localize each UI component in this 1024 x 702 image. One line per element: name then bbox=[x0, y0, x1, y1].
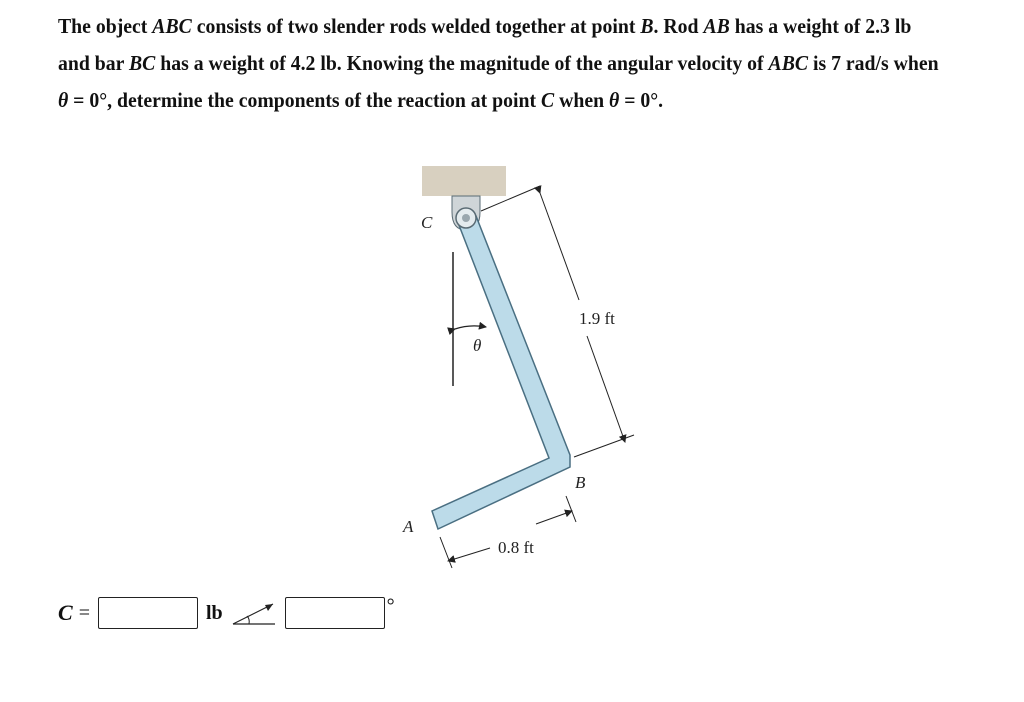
problem-text: has a weight of 2.3 lb and bar bbox=[58, 14, 912, 75]
ceiling-support bbox=[422, 166, 506, 196]
problem-text: The object bbox=[58, 14, 153, 38]
label-b: B bbox=[575, 473, 586, 492]
answer-symbol: C bbox=[58, 600, 73, 625]
problem-variable: θ bbox=[609, 88, 620, 112]
dimension-line-ab-right bbox=[536, 511, 572, 524]
problem-variable: ABC bbox=[152, 14, 192, 38]
unit-label: lb bbox=[205, 601, 223, 624]
label-c: C bbox=[421, 213, 433, 232]
problem-variable: θ bbox=[58, 88, 69, 112]
problem-variable: AB bbox=[703, 14, 730, 38]
dimension-line-bc-upper bbox=[540, 193, 579, 300]
problem-text: = 0°. bbox=[619, 88, 664, 112]
answer-row bbox=[58, 593, 395, 633]
extension-line-b bbox=[566, 496, 576, 522]
problem-text: . Rod bbox=[653, 14, 704, 38]
dimension-label-ab: 0.8 ft bbox=[498, 538, 534, 557]
problem-text: has a weight of 4.2 lb. Knowing the magnitude of the angular velocity of bbox=[155, 51, 769, 75]
problem-variable: ABC bbox=[768, 51, 809, 75]
degree-symbol: ° bbox=[386, 595, 395, 617]
problem-variable: B bbox=[640, 14, 654, 38]
angle-input[interactable] bbox=[285, 597, 385, 629]
problem-text: when bbox=[554, 88, 610, 112]
extension-line-a bbox=[440, 537, 452, 568]
problem-text: = 0°, determine the components of the reaction at point bbox=[68, 88, 541, 112]
extension-line-bottom bbox=[574, 435, 634, 457]
dimension-label-bc: 1.9 ft bbox=[579, 309, 615, 328]
pin-c-center bbox=[462, 214, 470, 222]
label-a: A bbox=[403, 517, 414, 536]
dimension-line-ab-left bbox=[448, 548, 490, 561]
dimension-line-bc-lower bbox=[587, 336, 625, 442]
label-theta: θ bbox=[473, 336, 482, 355]
magnitude-input[interactable] bbox=[98, 597, 198, 629]
equals-sign: = bbox=[78, 601, 90, 624]
problem-variable: BC bbox=[128, 51, 156, 75]
problem-variable: C bbox=[540, 88, 555, 112]
problem-text: consists of two slender rods welded together at point bbox=[191, 14, 641, 38]
angle-direction-icon bbox=[231, 598, 279, 628]
theta-arc-arrow bbox=[455, 326, 486, 329]
problem-text: is 7 rad/s when bbox=[808, 51, 939, 75]
